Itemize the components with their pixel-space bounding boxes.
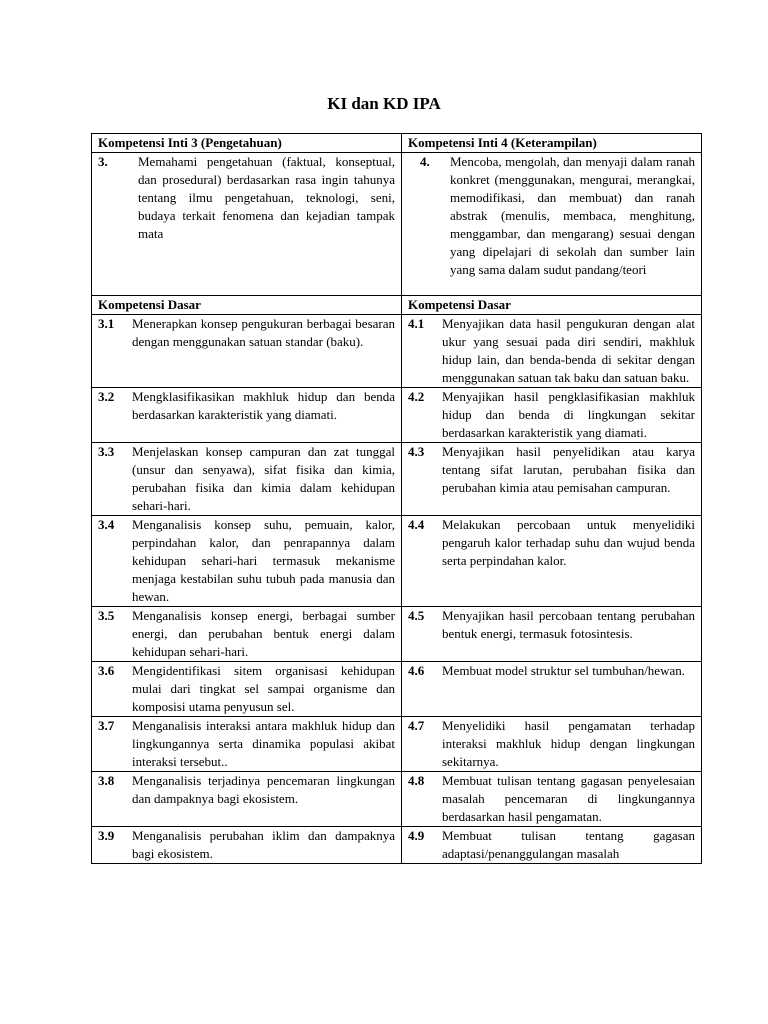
kd3-number: 3.9 bbox=[98, 828, 115, 843]
ki3-header: Kompetensi Inti 3 (Pengetahuan) bbox=[92, 134, 402, 153]
kd4-cell bbox=[402, 662, 702, 717]
kd-row bbox=[92, 662, 702, 717]
kd4-cell bbox=[402, 717, 702, 772]
kd4-number: 4.9 bbox=[408, 828, 425, 843]
kd-row bbox=[92, 388, 702, 443]
kd-row bbox=[92, 772, 702, 827]
kd3-cell bbox=[92, 516, 402, 607]
kd-row bbox=[92, 315, 702, 388]
kd4-cell bbox=[402, 388, 702, 443]
kd3-text: Menganalisis perubahan iklim dan dampaknya bagi ekosistem. bbox=[132, 828, 395, 861]
kd-row bbox=[92, 717, 702, 772]
kd4-number: 4.1 bbox=[408, 316, 425, 331]
kd3-text: Menjelaskan konsep campuran dan zat tunggal (unsur dan senyawa), sifat fisika dan kimia, perubahan fisika dan kimia dalam kehidupan sehari-hari. bbox=[132, 444, 395, 513]
kd3-number: 3.8 bbox=[98, 773, 115, 788]
document-title: KI dan KD IPA bbox=[327, 94, 441, 113]
kd3-text: Menganalisis terjadinya pencemaran lingkungan dan dampaknya bagi ekosistem. bbox=[132, 773, 395, 806]
kd4-cell bbox=[402, 827, 702, 864]
kd4-number: 4.8 bbox=[408, 773, 425, 788]
kd4-number: 4.7 bbox=[408, 718, 425, 733]
kd-row bbox=[92, 827, 702, 864]
kd4-text: Melakukan percobaan untuk menyelidiki pengaruh kalor terhadap suhu dan wujud benda serta perpindahan kalor. bbox=[442, 517, 695, 568]
kd-row bbox=[92, 607, 702, 662]
kd3-cell bbox=[92, 607, 402, 662]
ki4-cell bbox=[402, 153, 702, 296]
ki-header-row bbox=[92, 134, 702, 153]
kd4-text: Membuat tulisan tentang gagasan adaptasi/penanggulangan masalah bbox=[442, 828, 695, 861]
ki-content-row bbox=[92, 153, 702, 296]
kd3-cell bbox=[92, 388, 402, 443]
kd4-text: Menyelidiki hasil pengamatan terhadap interaksi makhluk hidup dengan lingkungan sekitarnya. bbox=[442, 718, 695, 769]
ki-kd-table bbox=[91, 133, 702, 864]
kd3-text: Menganalisis interaksi antara makhluk hidup dan lingkungannya serta dinamika populasi akibat interaksi tersebut.. bbox=[132, 718, 395, 769]
ki4-text: Mencoba, mengolah, dan menyaji dalam ranah konkret (menggunakan, mengurai, merangkai, memodifikasi, dan membuat) dan ranah abstrak (menulis, membaca, menghitung, menggambar, dan mengarang) sesuai dengan yang dipelajari di sekolah dan sumber lain yang sama dalam sudut pandang/teori bbox=[450, 154, 695, 277]
kd4-number: 4.5 bbox=[408, 608, 425, 623]
kd4-text: Menyajikan hasil percobaan tentang perubahan bentuk energi, termasuk fotosintesis. bbox=[442, 608, 695, 641]
kd4-cell bbox=[402, 607, 702, 662]
kd3-text: Mengklasifikasikan makhluk hidup dan benda berdasarkan karakteristik yang diamati. bbox=[132, 389, 395, 422]
kd4-number: 4.2 bbox=[408, 389, 425, 404]
kd3-text: Menerapkan konsep pengukuran berbagai besaran dengan menggunakan satuan standar (baku). bbox=[132, 316, 395, 349]
kd4-header: Kompetensi Dasar bbox=[402, 296, 702, 315]
ki3-text: Memahami pengetahuan (faktual, konseptual, dan prosedural) berdasarkan rasa ingin tahunya tentang ilmu pengetahuan, teknologi, seni, budaya terkait fenomena dan kejadian tampak mata bbox=[138, 154, 395, 241]
kd3-header: Kompetensi Dasar bbox=[92, 296, 402, 315]
kd3-cell bbox=[92, 772, 402, 827]
kd-header-row bbox=[92, 296, 702, 315]
kd4-number: 4.3 bbox=[408, 444, 425, 459]
kd3-cell bbox=[92, 717, 402, 772]
kd4-cell bbox=[402, 443, 702, 516]
kd3-cell bbox=[92, 315, 402, 388]
ki3-cell bbox=[92, 153, 402, 296]
kd3-number: 3.6 bbox=[98, 663, 115, 678]
kd3-cell bbox=[92, 662, 402, 717]
kd4-cell bbox=[402, 315, 702, 388]
kd3-text: Mengidentifikasi sitem organisasi kehidupan mulai dari tingkat sel sampai organisme dan komposisi utama penyusun sel. bbox=[132, 663, 395, 714]
kd4-text: Menyajikan hasil pengklasifikasian makhluk hidup dan benda di lingkungan sekitar berdasarkan karakteristik yang diamati. bbox=[442, 389, 695, 440]
kd4-number: 4.6 bbox=[408, 663, 425, 678]
kd3-number: 3.2 bbox=[98, 389, 115, 404]
ki4-number: 4. bbox=[420, 154, 430, 169]
kd4-cell bbox=[402, 772, 702, 827]
kd3-number: 3.3 bbox=[98, 444, 115, 459]
ki3-number: 3. bbox=[98, 154, 108, 169]
kd3-text: Menganalisis konsep energi, berbagai sumber energi, dan perubahan bentuk energi dalam kehidupan sehari-hari. bbox=[132, 608, 395, 659]
kd4-text: Membuat model struktur sel tumbuhan/hewan. bbox=[442, 663, 685, 678]
kd3-number: 3.4 bbox=[98, 517, 115, 532]
kd3-number: 3.1 bbox=[98, 316, 115, 331]
kd3-number: 3.5 bbox=[98, 608, 115, 623]
kd4-cell bbox=[402, 516, 702, 607]
ki4-header: Kompetensi Inti 4 (Keterampilan) bbox=[402, 134, 702, 153]
kd3-number: 3.7 bbox=[98, 718, 115, 733]
kd4-number: 4.4 bbox=[408, 517, 425, 532]
kd-row bbox=[92, 516, 702, 607]
kd3-cell bbox=[92, 827, 402, 864]
kd3-cell bbox=[92, 443, 402, 516]
kd4-text: Membuat tulisan tentang gagasan penyelesaian masalah pencemaran di lingkungannya berdasarkan hasil pengamatan. bbox=[442, 773, 695, 824]
kd4-text: Menyajikan data hasil pengukuran dengan alat ukur yang sesuai pada diri sendiri, makhluk hidup lain, dan benda-benda di sekitar dengan menggunakan satuan tak baku dan satuan baku. bbox=[442, 316, 695, 385]
kd4-text: Menyajikan hasil penyelidikan atau karya tentang sifat larutan, perubahan fisika dan perubahan kimia atau pemisahan campuran. bbox=[442, 444, 695, 495]
kd3-text: Menganalisis konsep suhu, pemuain, kalor, perpindahan kalor, dan penrapannya dalam kehidupan sehari-hari termasuk mekanisme menjaga kestabilan suhu tubuh pada manusia dan hewan. bbox=[132, 517, 395, 604]
kd-row bbox=[92, 443, 702, 516]
